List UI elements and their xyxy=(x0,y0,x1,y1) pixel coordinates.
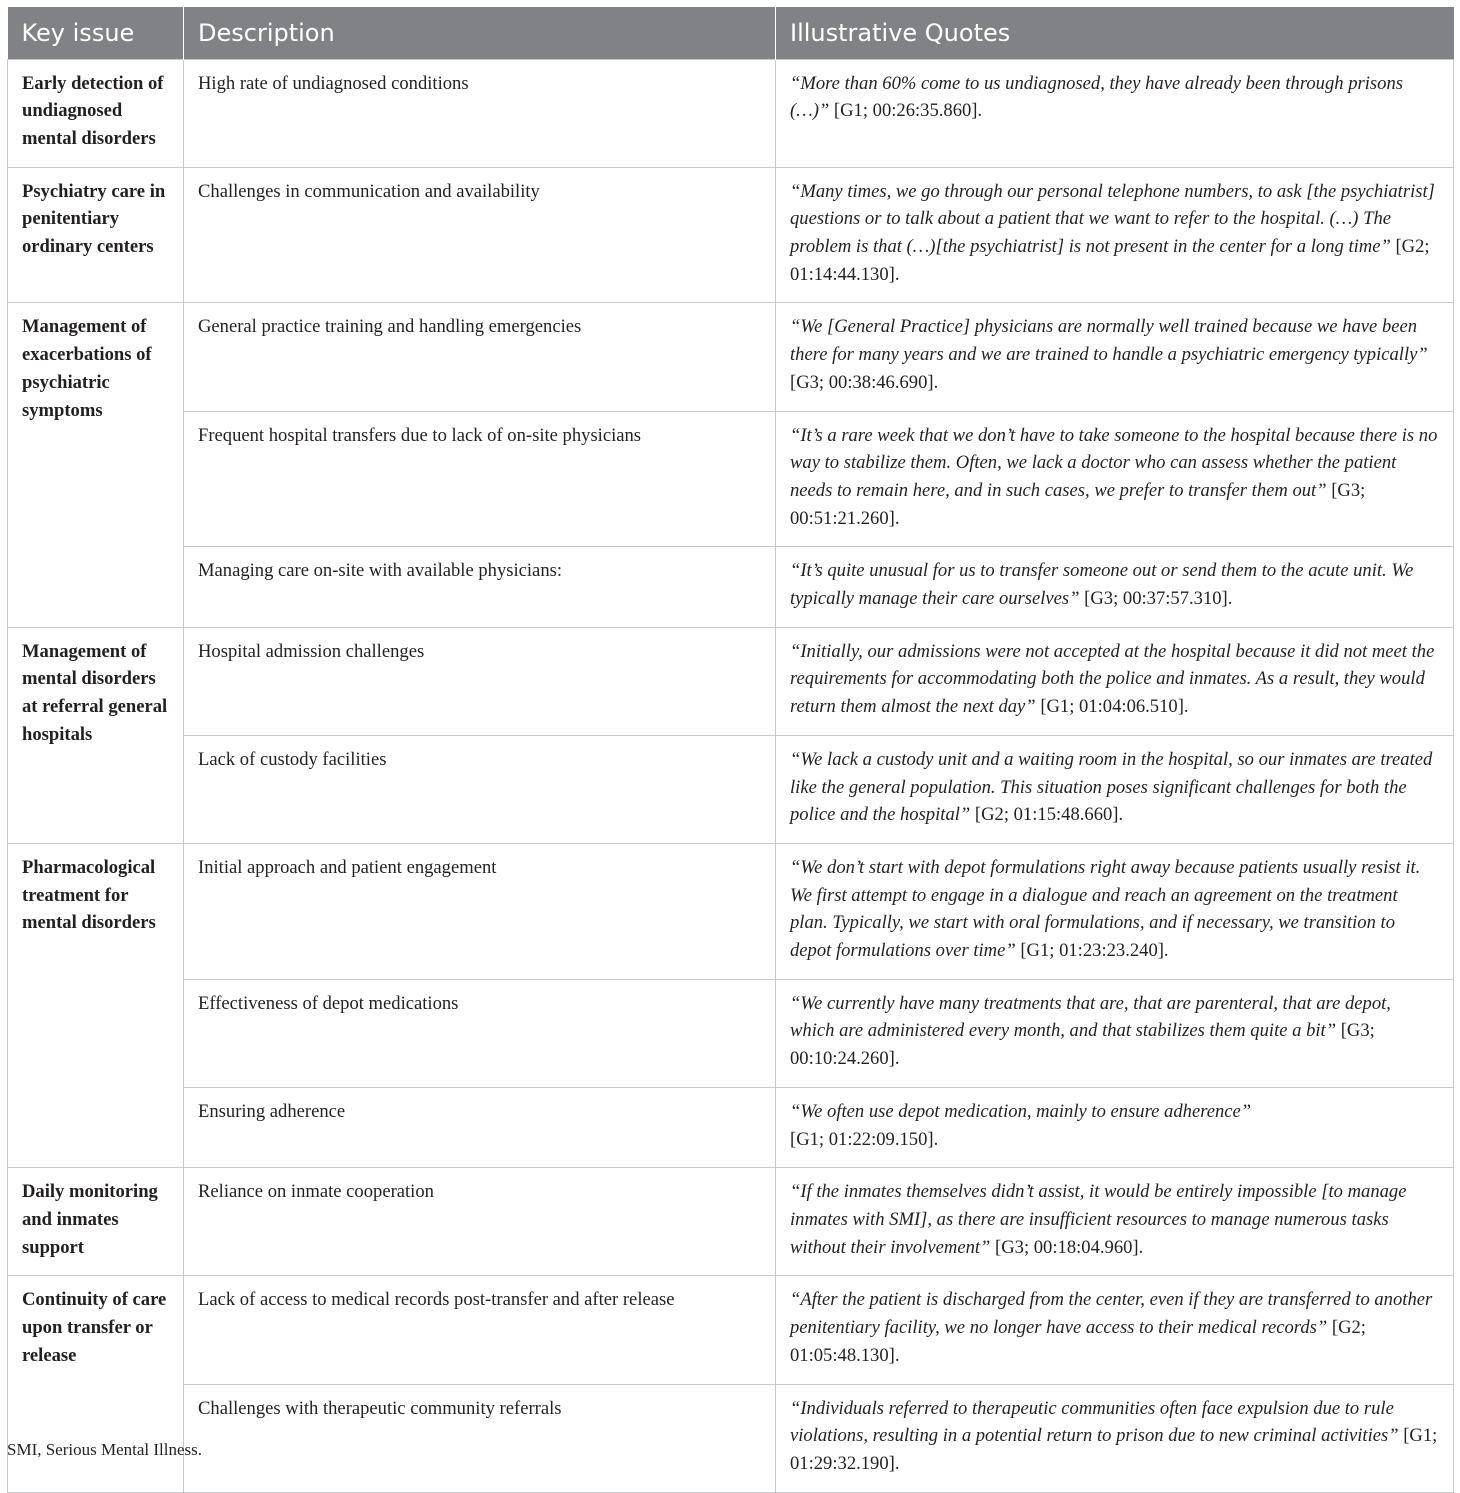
quote-cell xyxy=(776,979,1454,1087)
quote-citation: [G2; 01:14:44.130]. xyxy=(790,236,1430,285)
qualitative-findings-table-wrapper xyxy=(7,7,1453,1493)
quote-text: “Many times, we go through our personal telephone numbers, to ask [the psychiatrist] questions or to talk about a patient that we want to refer to the hospital. (…) The problem is that (…)[the psychiatrist] is not present in the center for a long time” xyxy=(790,180,1435,258)
quote-citation: [G3; 00:10:24.260]. xyxy=(790,1020,1375,1070)
table-row xyxy=(8,627,1454,735)
quote-cell xyxy=(776,1087,1454,1167)
quote-text: “We often use depot medication, mainly to ensure adherence” xyxy=(790,1100,1252,1122)
quote-cell xyxy=(776,167,1454,303)
description-cell: Initial approach and patient engagement xyxy=(184,843,776,979)
quote-cell xyxy=(776,627,1454,735)
description-cell: Managing care on-site with available physicians: xyxy=(184,547,776,627)
table-row xyxy=(8,1276,1454,1384)
description-cell: Lack of access to medical records post-transfer and after release xyxy=(184,1276,776,1384)
quote-citation: [G3; 00:37:57.310]. xyxy=(1084,588,1233,610)
quote-text: “It’s a rare week that we don’t have to take someone to the hospital because there is no way to stabilize them. Often, we lack a doctor who can assess whether the patient needs to remain here, and in such cases, we prefer to transfer them out” xyxy=(790,424,1438,501)
header-key-issue: Key issue xyxy=(8,7,184,59)
quote-cell xyxy=(776,735,1454,843)
quote-text: “We currently have many treatments that are, that are parenteral, that are depot, which are administered every month, and that stabilizes them quite a bit” xyxy=(790,992,1391,1042)
quote-text: “More than 60% come to us undiagnosed, they have already been through prisons (…)” xyxy=(790,72,1403,122)
description-cell: High rate of undiagnosed conditions xyxy=(184,59,776,167)
table-row xyxy=(8,1087,1454,1167)
table-row xyxy=(8,167,1454,303)
description-cell: Challenges with therapeutic community referrals xyxy=(184,1384,776,1492)
description-cell: Challenges in communication and availability xyxy=(184,167,776,303)
description-cell: Frequent hospital transfers due to lack of on-site physicians xyxy=(184,411,776,547)
table-row xyxy=(8,1168,1454,1276)
table-row xyxy=(8,303,1454,411)
quote-citation: [G1; 01:23:23.240]. xyxy=(1020,940,1169,962)
quote-citation: [G1; 01:04:06.510]. xyxy=(1040,696,1189,718)
quote-cell xyxy=(776,547,1454,627)
quote-citation: [G2; 01:05:48.130]. xyxy=(790,1317,1366,1366)
table-row xyxy=(8,1384,1454,1492)
table-row xyxy=(8,735,1454,843)
quote-citation: [G3; 00:18:04.960]. xyxy=(995,1236,1144,1258)
quote-text: “Individuals referred to therapeutic communities often face expulsion due to rule violations, resulting in a potential return to prison due to new criminal activities” xyxy=(790,1397,1399,1447)
key-issue-cell: Management of exacerbations of psychiatric symptoms xyxy=(8,303,184,627)
quote-cell xyxy=(776,59,1454,167)
description-cell: General practice training and handling emergencies xyxy=(184,303,776,411)
quote-cell xyxy=(776,411,1454,547)
quote-text: “We don’t start with depot formulations right away because patients usually resist it. We first attempt to engage in a dialogue and reach an agreement on the treatment plan. Typically, we start with oral formulations, and if necessary, we transition to depot formulations over time” xyxy=(790,856,1421,962)
table-body xyxy=(8,59,1454,1492)
header-description: Description xyxy=(184,7,776,59)
quote-cell xyxy=(776,1276,1454,1384)
quote-citation: [G3; 00:51:21.260]. xyxy=(790,479,1366,529)
description-cell: Ensuring adherence xyxy=(184,1087,776,1167)
quote-cell xyxy=(776,303,1454,411)
quote-citation: [G1; 01:29:32.190]. xyxy=(790,1425,1438,1474)
description-cell: Reliance on inmate cooperation xyxy=(184,1168,776,1276)
header-illustrative-quotes: Illustrative Quotes xyxy=(776,7,1454,59)
table-header xyxy=(8,7,1454,59)
quote-text: “After the patient is discharged from the center, even if they are transferred to another penitentiary facility, we no longer have access to their medical records” xyxy=(790,1289,1433,1339)
quote-citation: [G1; 01:22:09.150]. xyxy=(790,1128,939,1150)
quote-citation: [G3; 00:38:46.690]. xyxy=(790,371,939,393)
quote-text: “If the inmates themselves didn’t assist, it would be entirely impossible [to manage inmates with SMI], as there are insufficient resources to manage numerous tasks without their involvement” xyxy=(790,1181,1407,1258)
quote-text: “We lack a custody unit and a waiting room in the hospital, so our inmates are treated like the general population. This situation poses significant challenges for both the police and the hospital” xyxy=(790,748,1433,826)
table-row xyxy=(8,59,1454,167)
qualitative-findings-table xyxy=(7,7,1454,1493)
description-cell: Hospital admission challenges xyxy=(184,627,776,735)
key-issue-cell: Daily monitoring and inmates support xyxy=(8,1168,184,1276)
quote-citation: [G2; 01:15:48.660]. xyxy=(974,804,1124,826)
quote-text: “We [General Practice] physicians are normally well trained because we have been there for many years and we are trained to handle a psychiatric emergency typically” xyxy=(790,316,1428,366)
quote-cell xyxy=(776,843,1454,979)
key-issue-cell: Continuity of care upon transfer or release xyxy=(8,1276,184,1492)
table-row xyxy=(8,547,1454,627)
quote-citation: [G1; 00:26:35.860]. xyxy=(833,100,983,122)
table-row xyxy=(8,411,1454,547)
quote-cell xyxy=(776,1168,1454,1276)
description-cell: Lack of custody facilities xyxy=(184,735,776,843)
quote-cell xyxy=(776,1384,1454,1492)
table-row xyxy=(8,979,1454,1087)
key-issue-cell: Psychiatry care in penitentiary ordinary centers xyxy=(8,167,184,303)
header-row xyxy=(8,7,1454,59)
table-row xyxy=(8,843,1454,979)
key-issue-cell: Management of mental disorders at referral general hospitals xyxy=(8,627,184,843)
key-issue-cell: Early detection of undiagnosed mental disorders xyxy=(8,59,184,167)
quote-text: “It’s quite unusual for us to transfer someone out or send them to the acute unit. We typically manage their care ourselves” xyxy=(790,560,1414,610)
key-issue-cell: Pharmacological treatment for mental disorders xyxy=(8,843,184,1167)
table-footnote: SMI, Serious Mental Illness. xyxy=(7,1440,203,1459)
quote-text: “Initially, our admissions were not accepted at the hospital because it did not meet the requirements for accommodating both the police and inmates. As a result, they would return them almost the next day” xyxy=(790,640,1435,718)
description-cell: Effectiveness of depot medications xyxy=(184,979,776,1087)
